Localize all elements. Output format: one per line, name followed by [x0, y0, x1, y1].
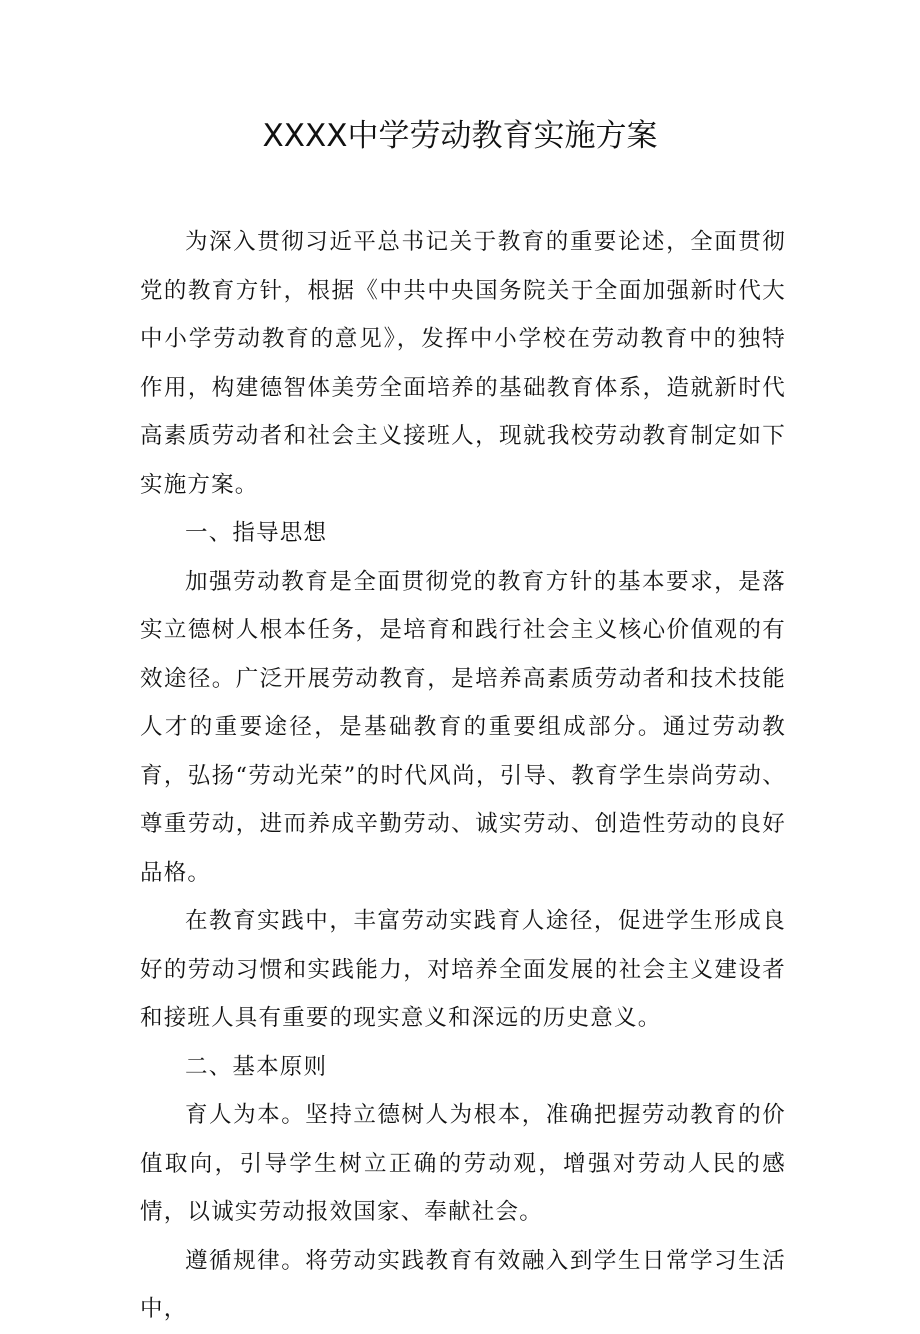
- section-heading-guiding-ideology: 一、指导思想: [185, 520, 328, 546]
- paragraph-follow-rules: 遵循规律。将劳动实践教育有效融入到学生日常学习生活中，: [140, 1247, 786, 1322]
- paragraph-people-oriented: 育人为本。坚持立德树人为根本，准确把握劳动教育的价值取向，引导学生树立正确的劳动观，增强对劳动人民的感情，以诚实劳动报效国家、奉献社会。: [140, 1102, 786, 1225]
- section-heading-basic-principles: 二、基本原则: [185, 1053, 328, 1080]
- paragraph-intro: 为深入贯彻习近平总书记关于教育的重要论述，全面贯彻党的教育方针，根据《中共中央国务院关于全面加强新时代大中小学劳动教育的意见》，发挥中小学校在劳动教育中的独特作用，构建德智体美劳全面培养的基础教育体系，造就新时代高素质劳动者和社会主义接班人，现就我校劳动教育制定如下实施方案。: [140, 229, 786, 498]
- document-body: [140, 218, 786, 1334]
- document-title: XXXX中学劳动教育实施方案: [262, 118, 658, 154]
- paragraph-guiding-ideology: 加强劳动教育是全面贯彻党的教育方针的基本要求，是落实立德树人根本任务，是培育和践行社会主义核心价值观的有效途径。广泛开展劳动教育，是培养高素质劳动者和技术技能人才的重要途径，是基础教育的重要组成部分。通过劳动教育，弘扬“劳动光荣”的时代风尚，引导、教育学生崇尚劳动、尊重劳动，进而养成辛勤劳动、诚实劳动、创造性劳动的良好品格。: [140, 568, 786, 886]
- paragraph-education-practice: 在教育实践中，丰富劳动实践育人途径，促进学生形成良好的劳动习惯和实践能力，对培养全面发展的社会主义建设者和接班人具有重要的现实意义和深远的历史意义。: [140, 908, 786, 1031]
